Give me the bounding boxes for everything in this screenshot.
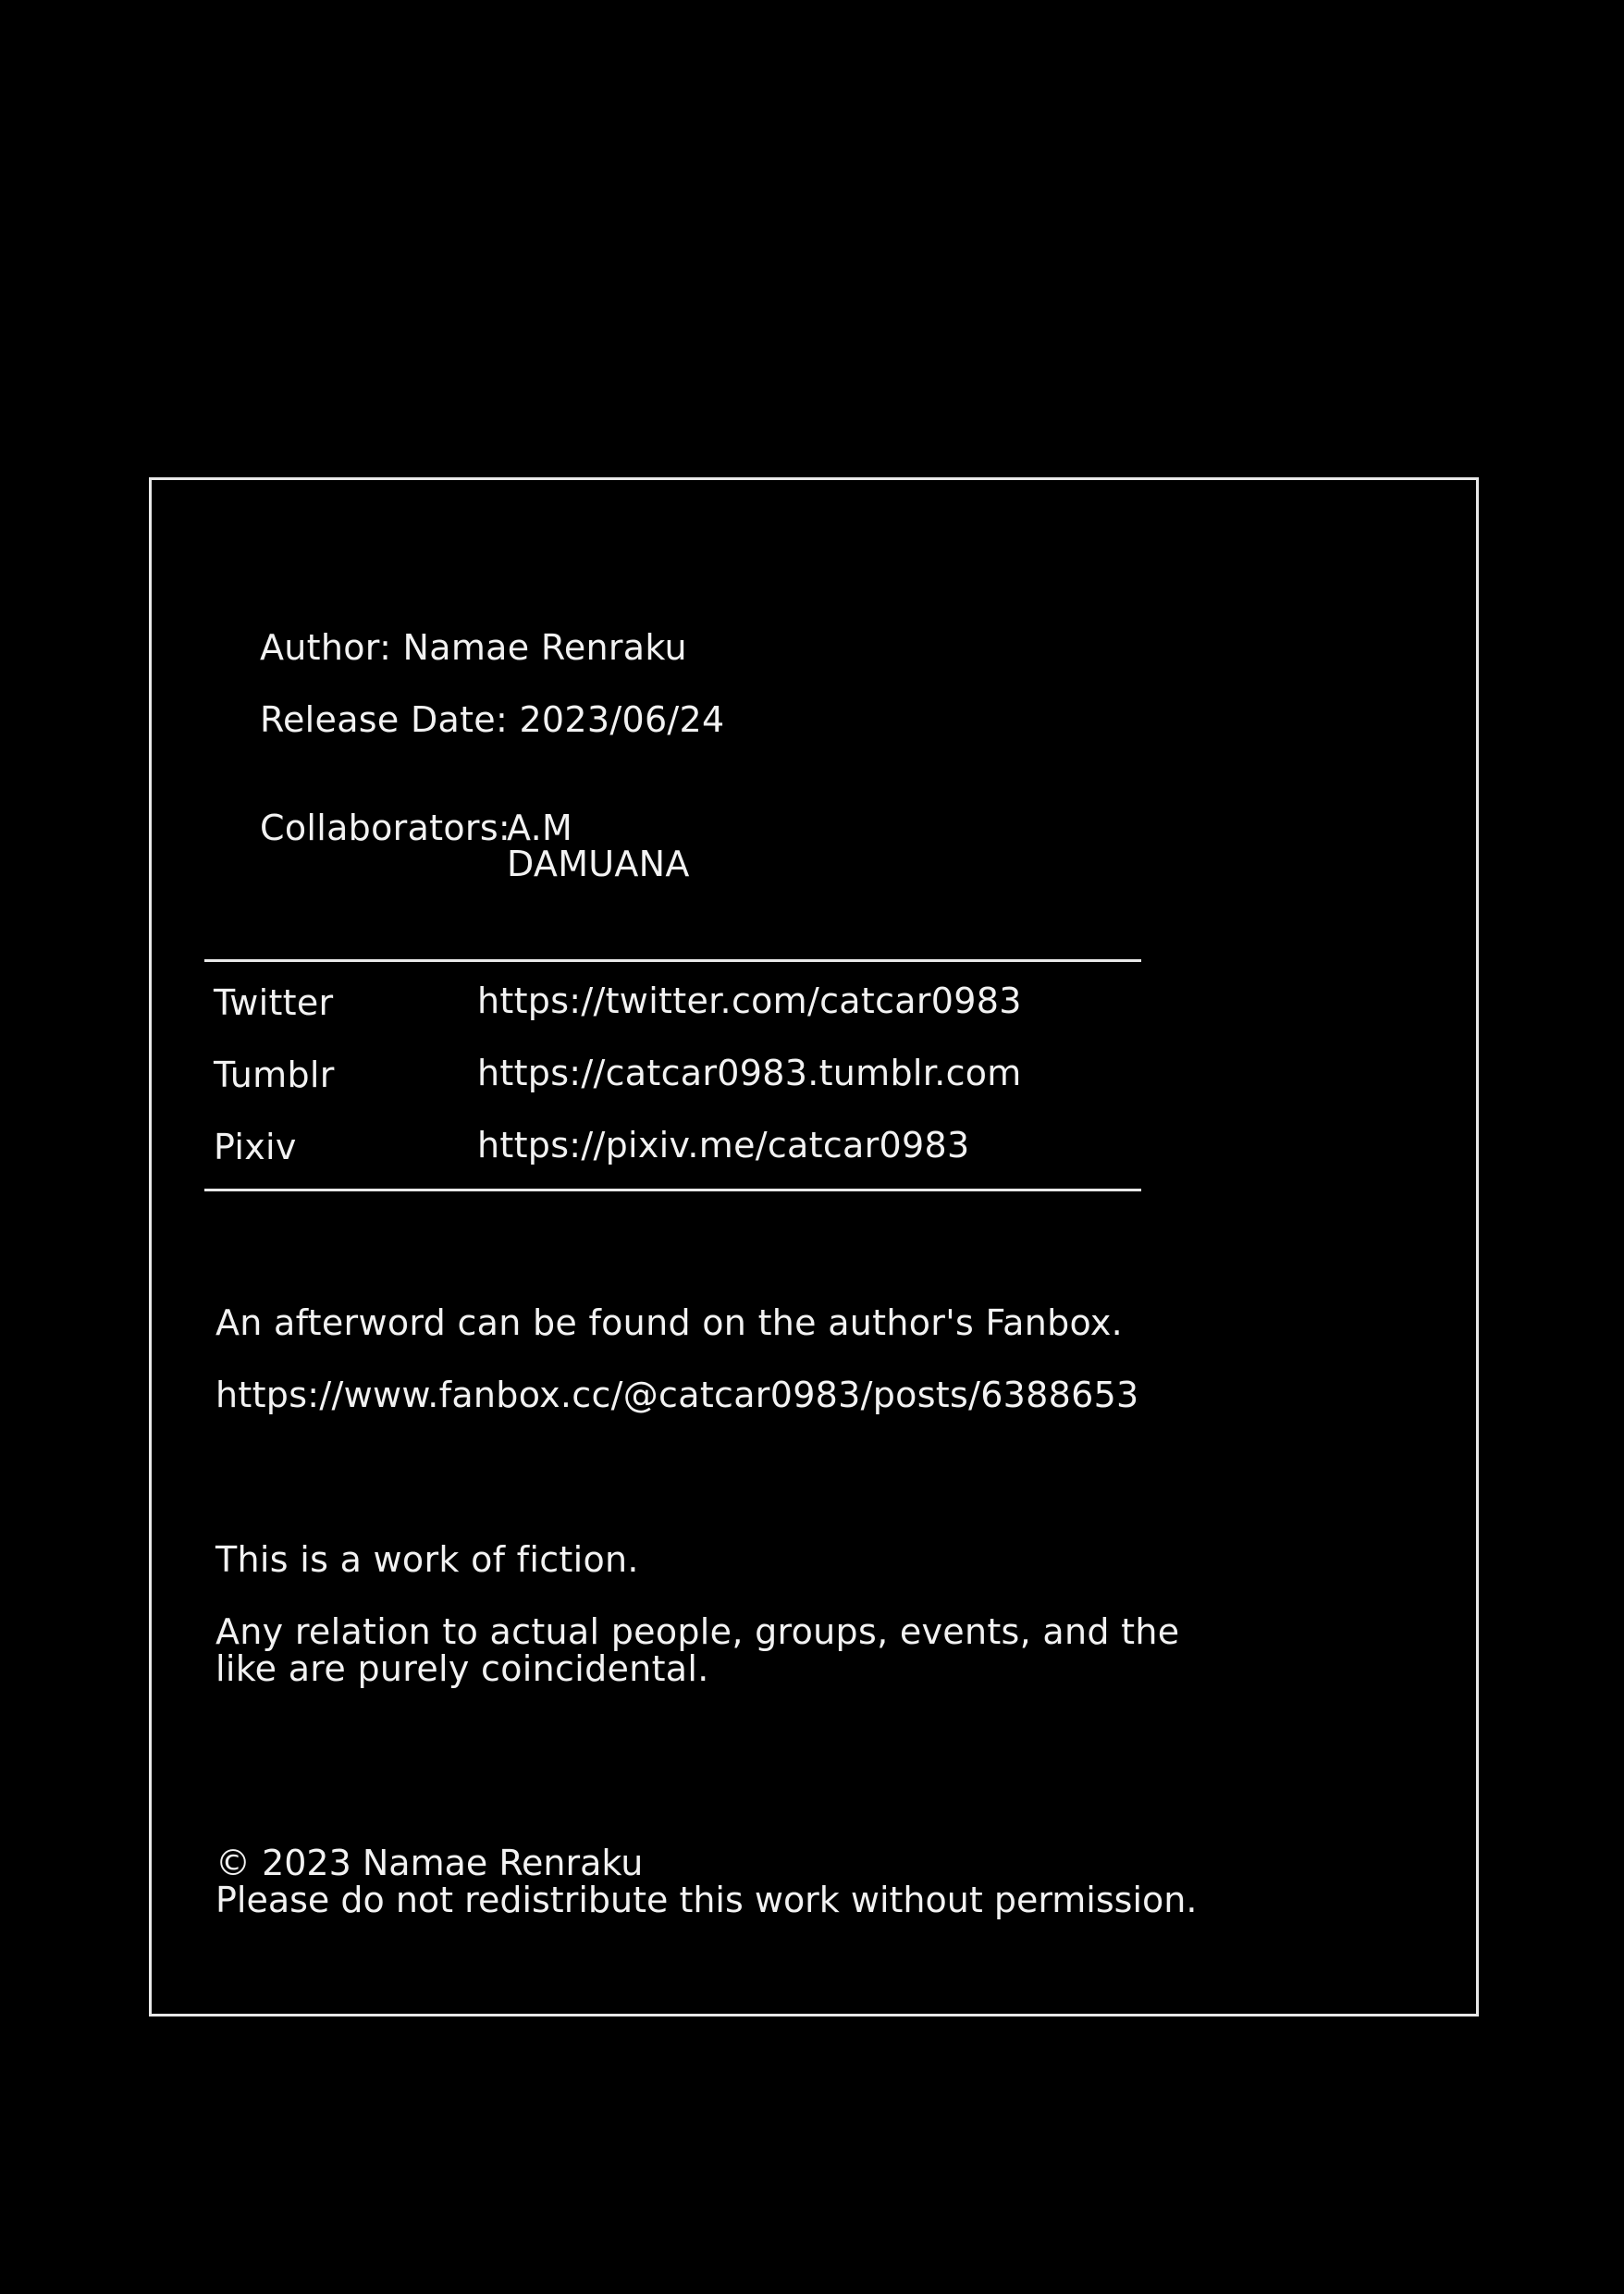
link-url-twitter[interactable]: https://twitter.com/catcar0983 (477, 980, 1022, 1021)
author-line: Author: Namae Renraku (260, 627, 687, 668)
afterword-text: An afterword can be found on the author's Fanbox. (215, 1302, 1124, 1343)
link-site-pixiv: Pixiv (214, 1127, 297, 1167)
copyright-block (215, 1844, 1197, 1918)
disclaimer-coincidence: Any relation to actual people, groups, events, and the like are purely coincidental. (215, 1611, 1180, 1689)
collaborator-1: A.M (507, 808, 573, 848)
afterword-url[interactable]: https://www.fanbox.cc/@catcar0983/posts/6388653 (215, 1375, 1139, 1415)
links-top-divider (204, 959, 1141, 962)
redistribution-notice: Please do not redistribute this work without permission. (215, 1880, 1198, 1920)
release-date-line: Release Date: 2023/06/24 (260, 699, 725, 740)
link-site-tumblr: Tumblr (214, 1054, 335, 1095)
copyright-line: © 2023 Namae Renraku (215, 1843, 644, 1883)
link-url-pixiv[interactable]: https://pixiv.me/catcar0983 (477, 1125, 970, 1166)
link-url-tumblr[interactable]: https://catcar0983.tumblr.com (477, 1053, 1022, 1093)
link-site-twitter: Twitter (214, 982, 334, 1023)
collaborators-label: Collaborators: (260, 808, 511, 848)
disclaimer-fiction: This is a work of fiction. (215, 1539, 639, 1580)
links-bottom-divider (204, 1189, 1141, 1191)
collaborator-2: DAMUANA (507, 844, 690, 884)
